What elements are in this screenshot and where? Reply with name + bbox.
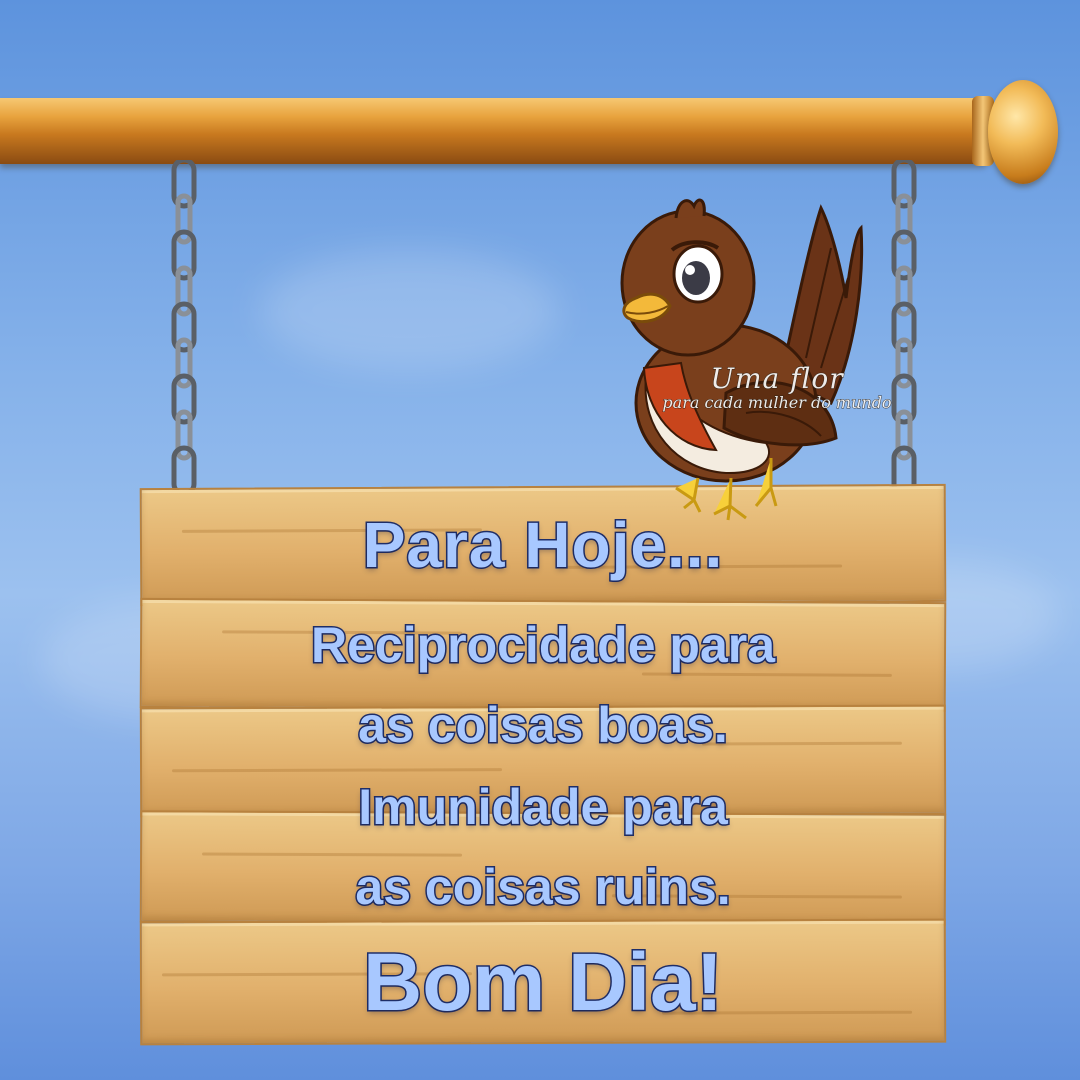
left-chain-icon — [164, 160, 204, 495]
rod-knob — [988, 80, 1058, 184]
sign-line-4: as coisas ruins. — [355, 859, 731, 915]
right-chain-icon — [884, 160, 924, 495]
robin-bird-icon — [606, 188, 876, 533]
sign-line-2: as coisas boas. — [358, 697, 728, 753]
sign-line-3: Imunidade para — [358, 779, 728, 835]
cloud — [260, 250, 560, 370]
sign-title: Para Hoje... — [362, 509, 724, 581]
watermark-tagline: para cada mulher do mundo — [662, 393, 892, 412]
brass-rod — [0, 98, 990, 164]
greeting-text: Bom Dia! — [363, 937, 723, 1028]
sign-line-1: Reciprocidade para — [310, 617, 776, 673]
watermark-brand: Uma flor — [710, 362, 844, 395]
watermark — [612, 362, 942, 412]
